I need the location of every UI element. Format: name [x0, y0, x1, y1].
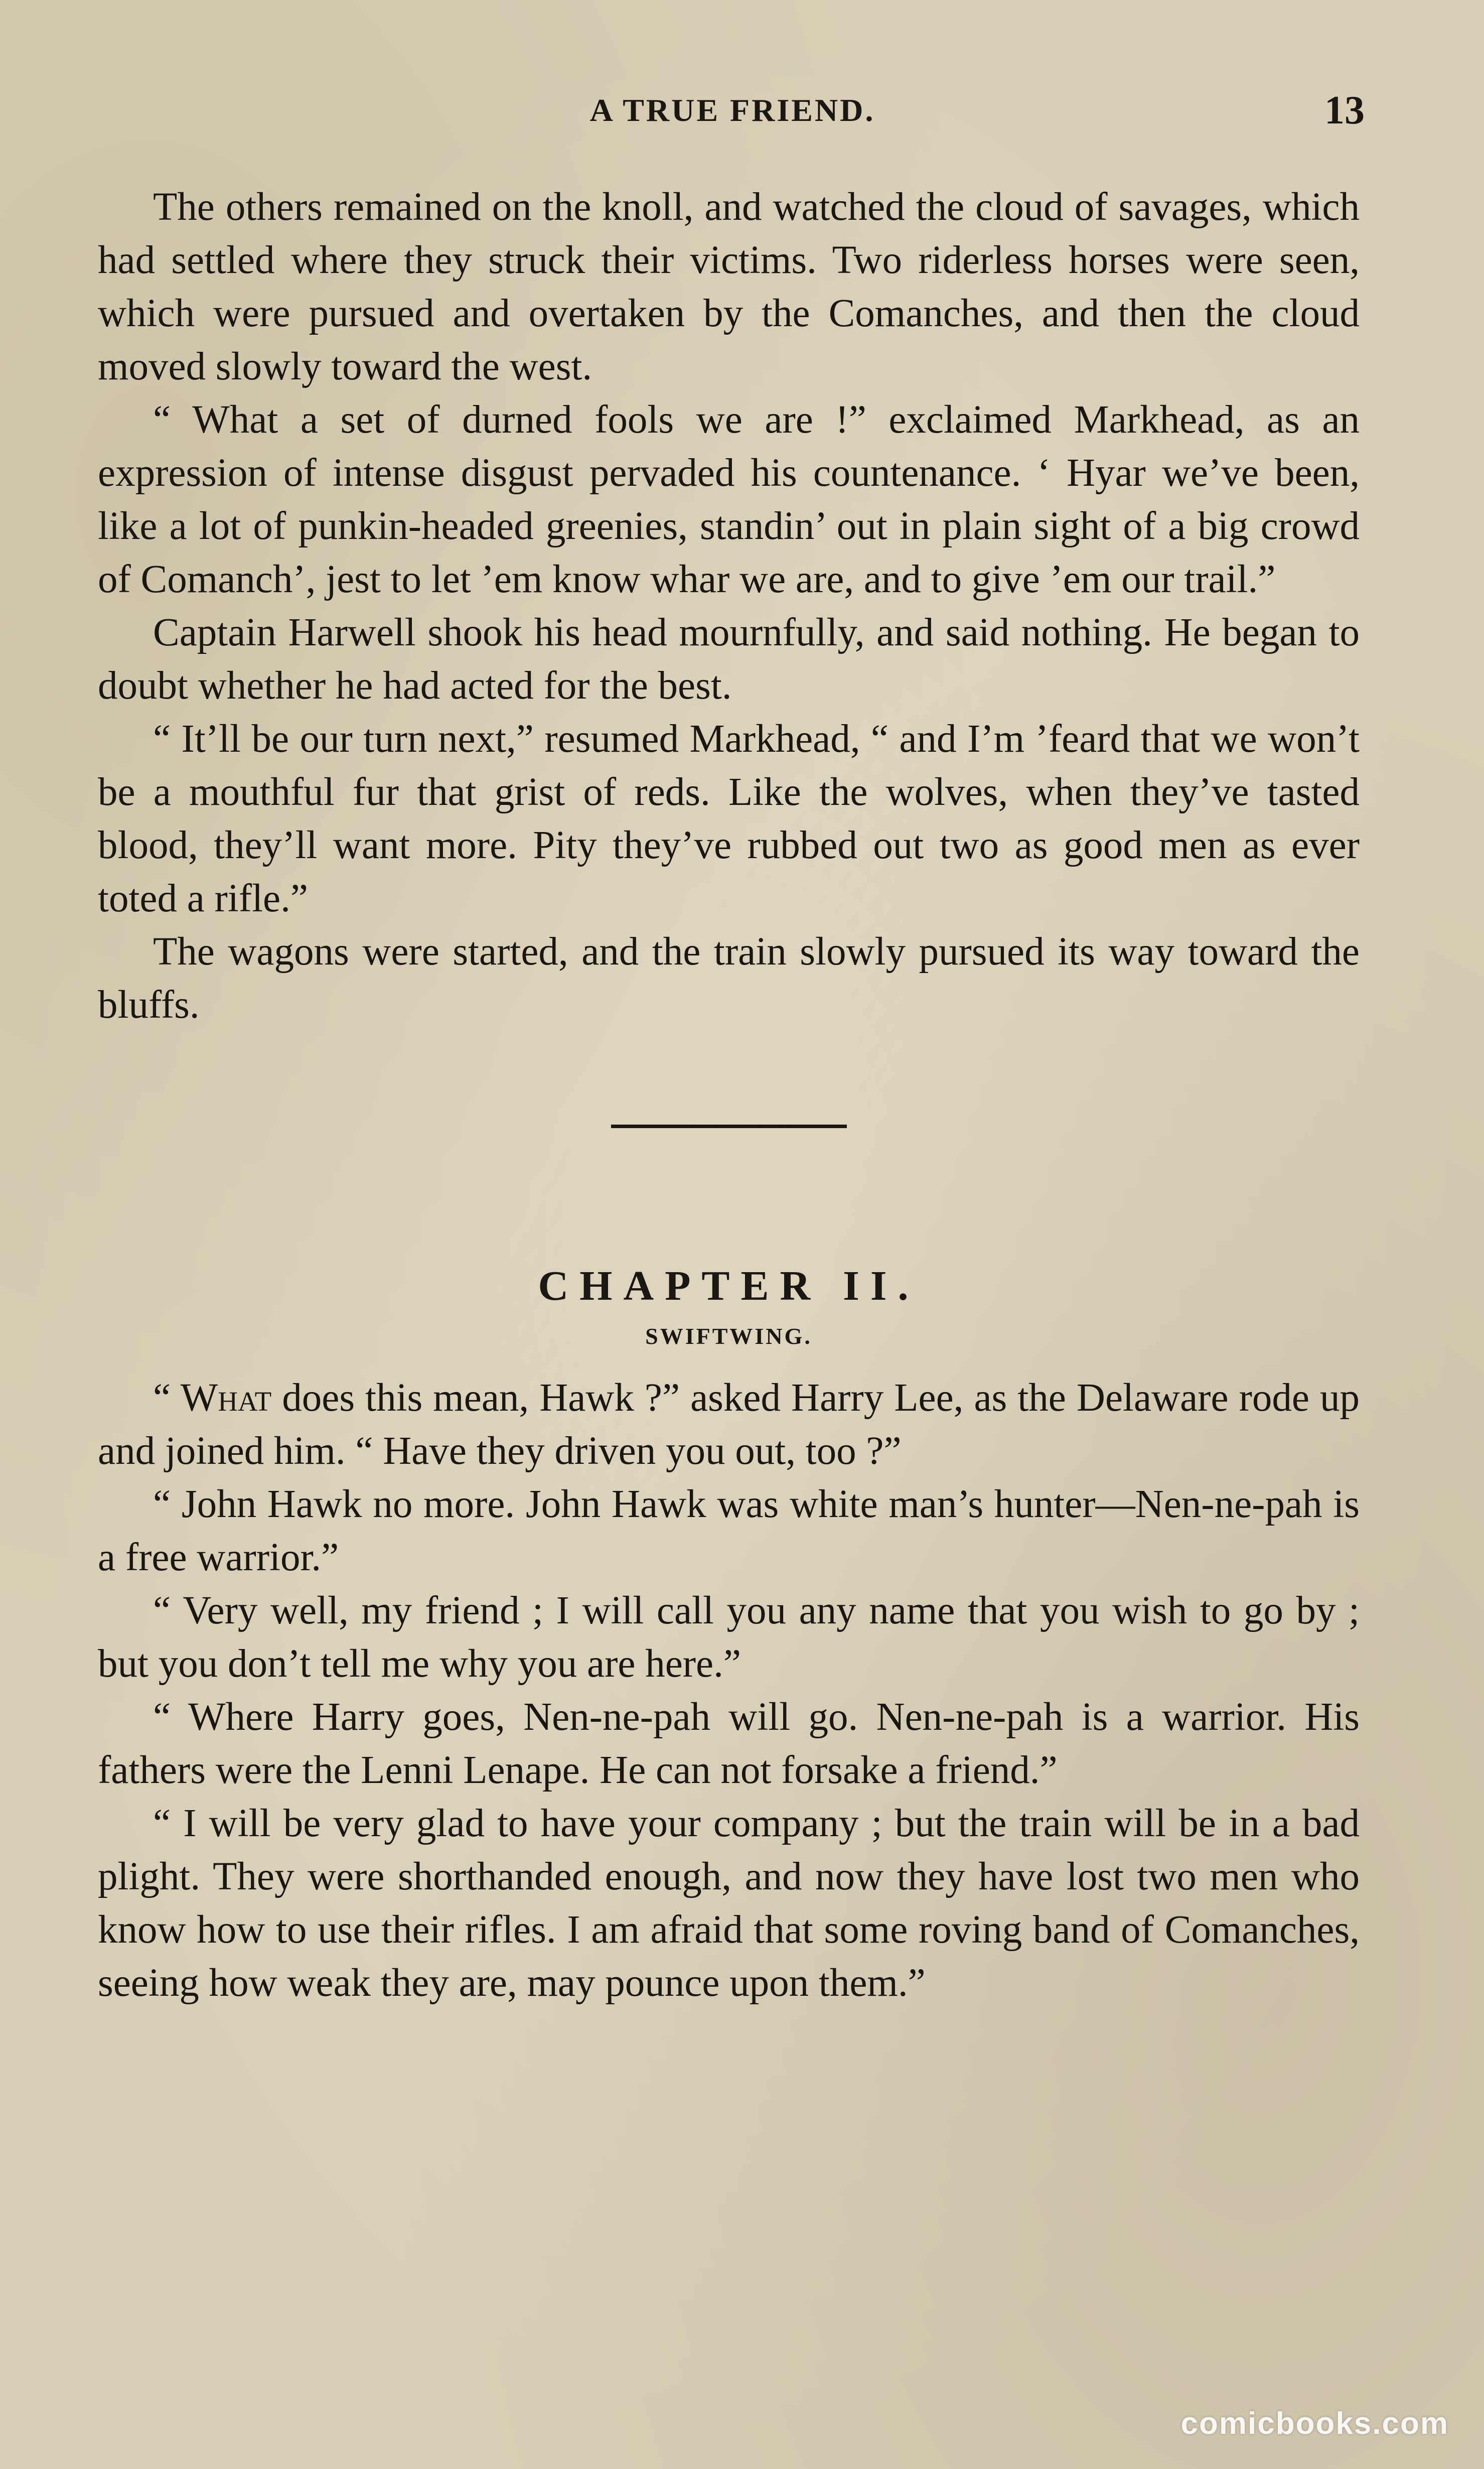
paragraph: The others remained on the knoll, and watched the cloud of savages, which had settled where they struck their victims. Two riderless horses were seen, which were pursued and overtaken by the Comanches, and then the cloud moved slowly toward the west.: [98, 185, 1360, 388]
site-watermark: comicbooks.com: [1180, 2406, 1449, 2441]
body-text: [98, 181, 1360, 2010]
chapter-opening-word: “ What: [153, 1376, 272, 1420]
chapter-subtitle: SWIFTWING.: [645, 1323, 812, 1349]
running-title: A TRUE FRIEND.: [589, 92, 875, 128]
section-divider: [611, 1125, 847, 1128]
running-head: [100, 85, 1365, 135]
paragraph: “ What a set of durned fools we are !” exclaimed Markhead, as an expression of intense disgust pervaded his countenance. ‘ Hyar we’ve been, like a lot of punkin-headed greenies, standin’ out in plain sight of a big crowd of Comanch’, jest to let ’em know whar we are, and to give ’em our trail.”: [98, 398, 1360, 601]
page-number: 13: [1324, 88, 1365, 132]
chapter-first-paragraph: [98, 1371, 1360, 1478]
paragraph: The wagons were started, and the train slowly pursued its way toward the bluffs.: [98, 930, 1360, 1027]
paragraph: “ John Hawk no more. John Hawk was white man’s hunter—Nen-ne-pah is a free warrior.”: [98, 1482, 1360, 1579]
paragraph: “ Where Harry goes, Nen-ne-pah will go. Nen-ne-pah is a warrior. His fathers were the Lenni Lenape. He can not forsake a friend.”: [98, 1695, 1360, 1792]
paragraph: Captain Harwell shook his head mournfully, and said nothing. He began to doubt whether he had acted for the best.: [98, 611, 1360, 708]
chapter-title: CHAPTER II.: [538, 1263, 920, 1309]
chapter-first-paragraph-text: does this mean, Hawk ?” asked Harry Lee, as the Delaware rode up and joined him. “ Have they driven you out, too ?”: [98, 1376, 1360, 1473]
paragraph: “ I will be very glad to have your company ; but the train will be in a bad plight. They were shorthanded enough, and now they have lost two men who know how to use their rifles. I am afraid that some roving band of Comanches, seeing how weak they are, may pounce upon them.”: [98, 1802, 1360, 2005]
paragraph: “ Very well, my friend ; I will call you any name that you wish to go by ; but you don’t tell me why you are here.”: [98, 1589, 1360, 1686]
paragraph: “ It’ll be our turn next,” resumed Markhead, “ and I’m ’feard that we won’t be a mouthful fur that grist of reds. Like the wolves, when they’ve tasted blood, they’ll want more. Pity they’ve rubbed out two as good men as ever toted a rifle.”: [98, 717, 1360, 920]
